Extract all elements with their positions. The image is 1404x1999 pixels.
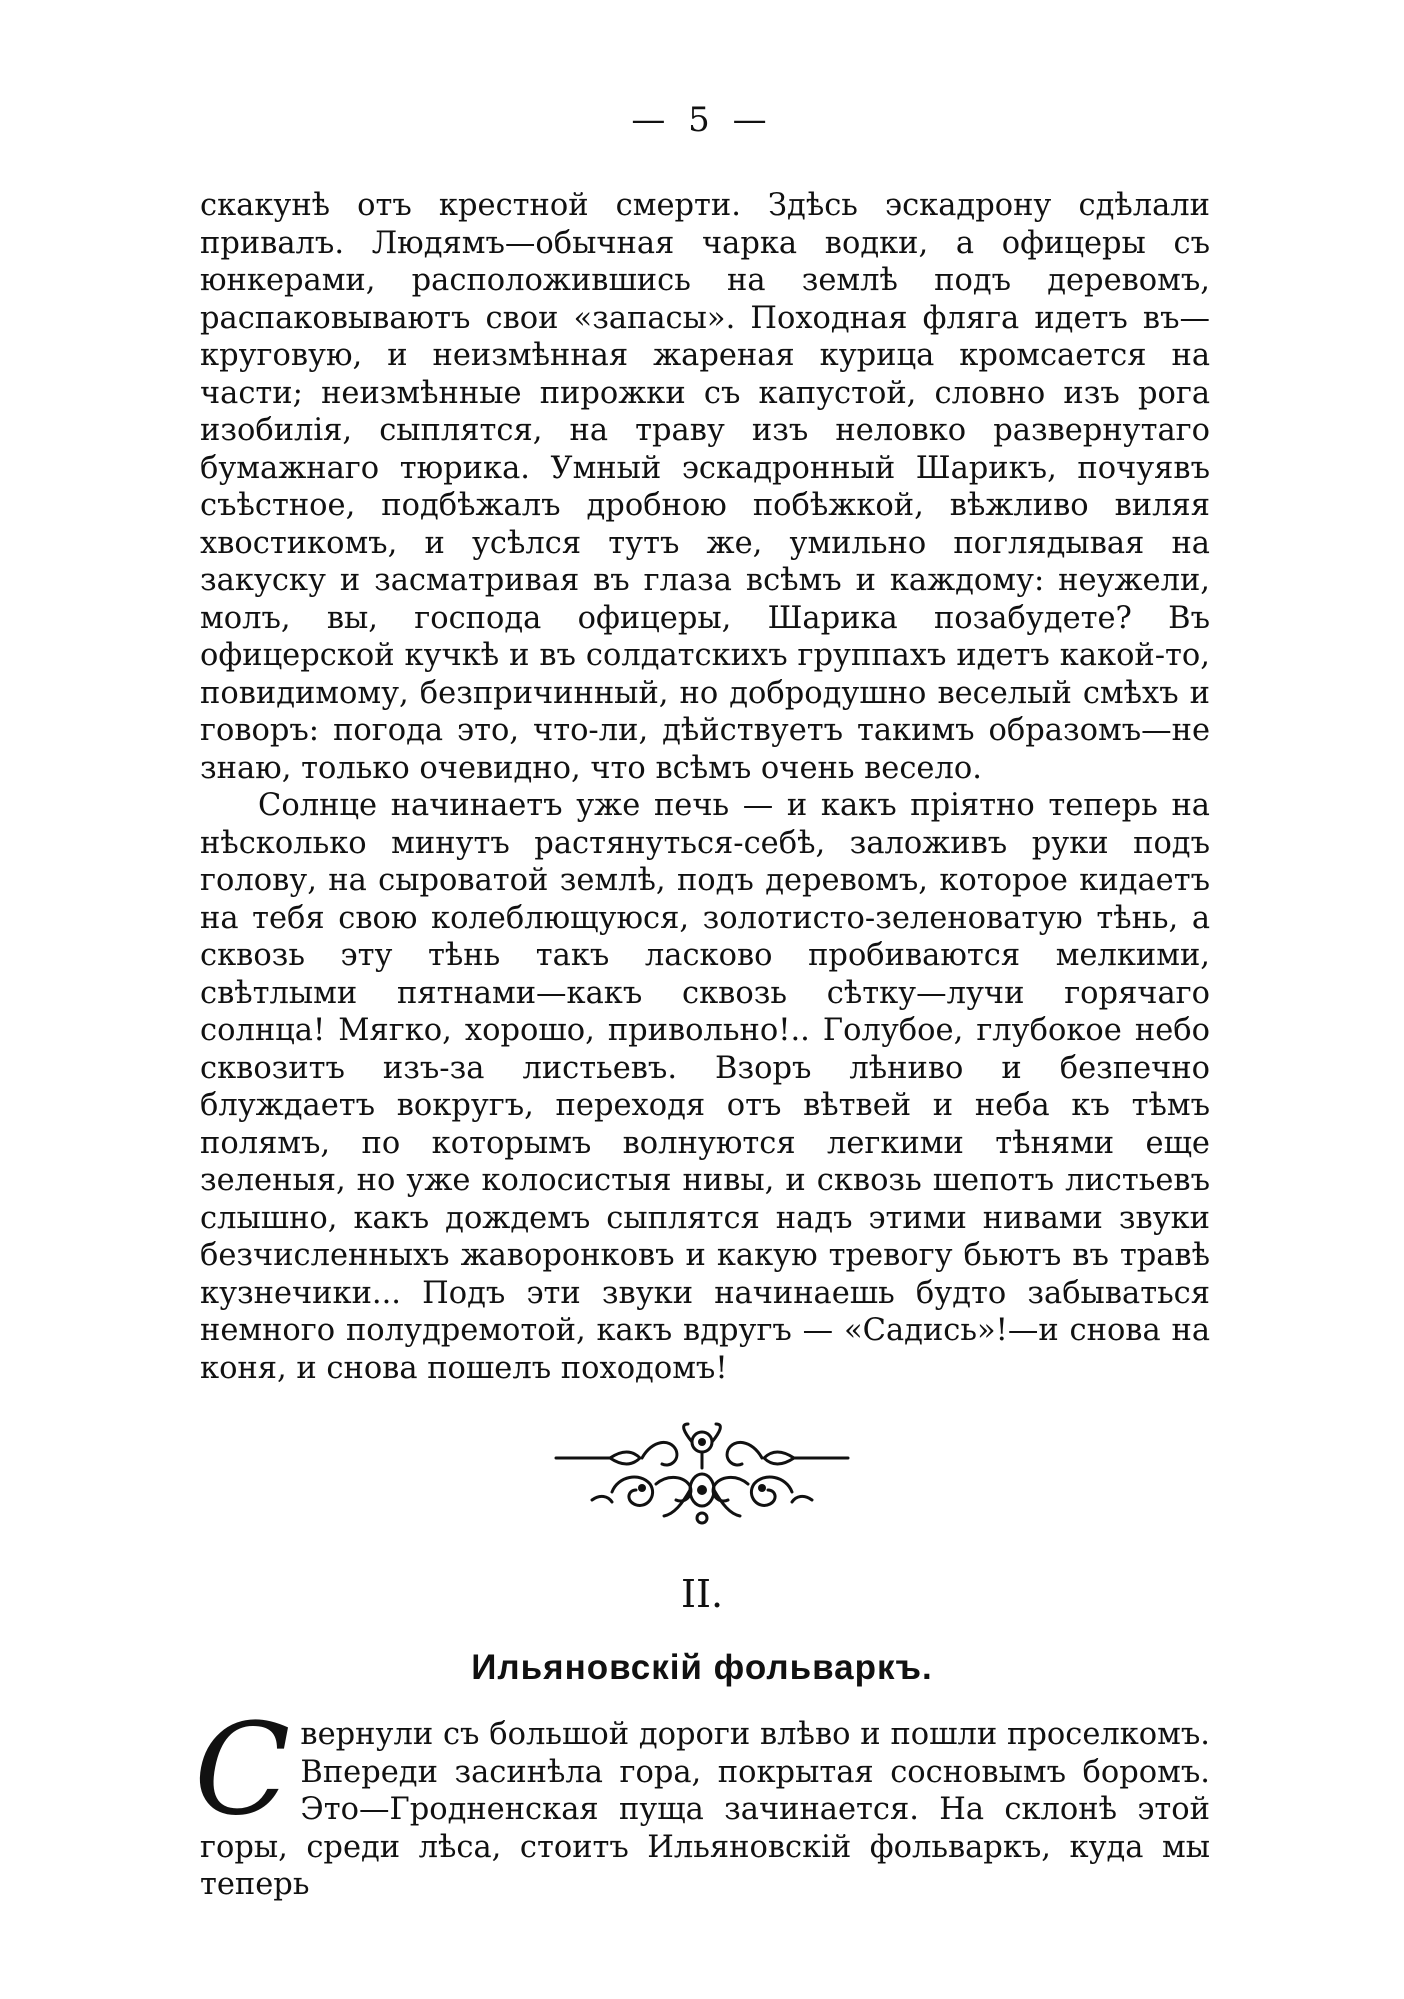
chapter-opening-text: вернули съ большой дороги влѣво и пошли проселкомъ. Впереди засинѣла гора, покрытая сосновымъ боромъ. Это—Гродненская пуща зачинается. На склонѣ этой горы, среди лѣса, стоитъ Ильяновскій фольваркъ, куда мы теперь [200,1717,1210,1902]
paragraph-2: Солнце начинаетъ уже печь — и какъ пріятно теперь на нѣсколько минутъ растянуться-себѣ, заложивъ руки подъ голову, на сыроватой землѣ, подъ деревомъ, которое кидаетъ на тебя свою колеблющуюся, золотисто-зеленоватую тѣнь, а сквозь эту тѣнь такъ ласково пробиваются мелкими, свѣтлыми пятнами—какъ сквозь сѣтку—лучи горячаго солнца! Мягко, хорошо, привольно!.. Голубое, глубокое небо сквозитъ изъ-за листьевъ. Взоръ лѣниво и безпечно блуждаетъ вокругъ, переходя отъ вѣтвей и неба къ тѣмъ полямъ, по которымъ волнуются легкими тѣнями еще зеленыя, но уже колосистыя нивы, и сквозь шепотъ листьевъ слышно, какъ дождемъ сыплятся надъ этими нивами звуки безчисленныхъ жаворонковъ и какую тревогу бьютъ въ травѣ кузнечики... Подъ эти звуки начинаешь будто забываться немного полудремотой, какъ вдругъ — «Садись»!—и снова на коня, и снова пошелъ походомъ! [200,788,1210,1386]
chapter-numeral: II. [680,1572,724,1616]
page-number: — 5 — [631,100,773,140]
body-text [200,187,1210,1387]
chapter-title: Ильяновскій фольваркъ. [471,1648,933,1687]
floral-divider-icon [552,1420,852,1530]
chapter-opening [194,1696,1210,1904]
paragraph-1: скакунѣ отъ крестной смерти. Здѣсь эскадрону сдѣлали привалъ. Людямъ—обычная чарка водки, а офицеры съ юнкерами, расположившись на землѣ подъ деревомъ, распаковываютъ свои «запасы». Походная фляга идетъ въ—круговую, и неизмѣнная жареная курица кромсается на части; неизмѣнные пирожки съ капустой, словно изъ рога изобилія, сыплятся, на траву изъ неловко развернутаго бумажнаго тюрика. Умный эскадронный Шарикъ, почуявъ съѣстное, подбѣжалъ дробною побѣжкой, вѣжливо виляя хвостикомъ, и усѣлся тутъ же, умильно поглядывая на закуску и засматривая въ глаза всѣмъ и каждому: неужели, молъ, вы, господа офицеры, Шарика позабудете? Въ офицерской кучкѣ и въ солдатскихъ группахъ идетъ какой-то, повидимому, безпричинный, но добродушно веселый смѣхъ и говоръ: погода это, что-ли, дѣйствуетъ такимъ образомъ—не знаю, только очевидно, что всѣмъ очень весело. [200,188,1210,786]
chapter-opening-paragraph [194,1696,1210,1904]
drop-cap: С [194,1696,291,1843]
